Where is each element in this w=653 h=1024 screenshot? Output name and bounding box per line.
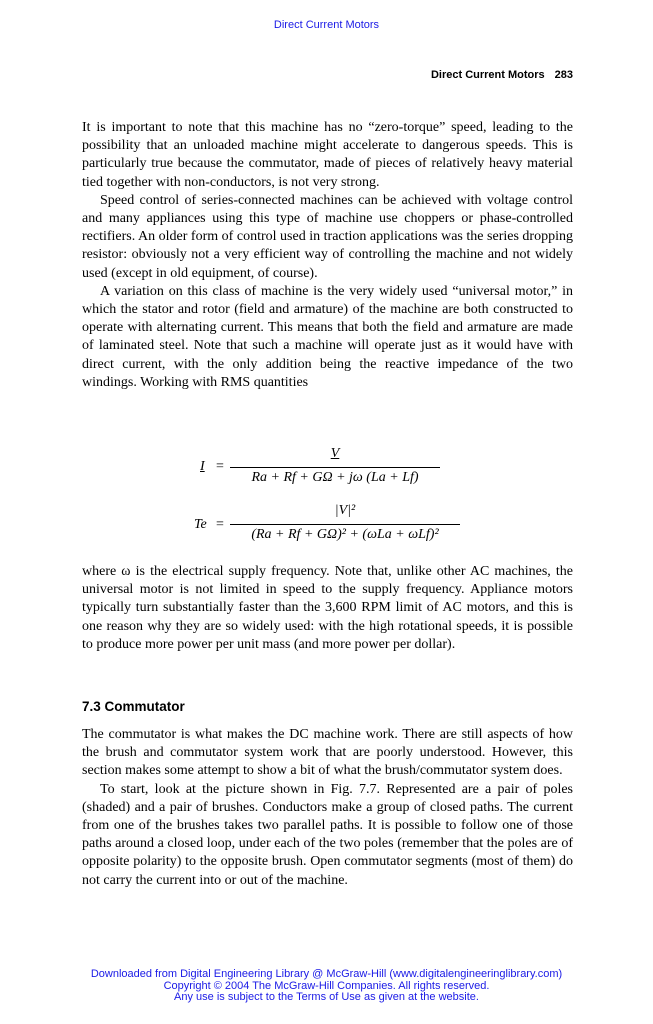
running-head — [431, 69, 573, 81]
equation-current — [200, 446, 460, 492]
body-text-commutator — [82, 726, 573, 890]
equation-numerator: V — [330, 446, 340, 461]
equation-numerator: |V|² — [334, 503, 356, 518]
body-text-top — [82, 119, 573, 392]
equation-denominator: Ra + Rf + GΩ + jω (La + Lf) — [251, 470, 419, 485]
equation-lhs: I — [200, 459, 205, 474]
equals-sign: = — [216, 459, 224, 474]
footer-download-link[interactable]: Downloaded from Digital Engineering Library @ McGraw-Hill (www.digitalengineeringlibrary.com) — [90, 968, 563, 980]
page-number: 283 — [554, 69, 573, 81]
paragraph: A variation on this class of machine is the very widely used “universal motor,” in which the stator and rotor (field and armature) of the machine are both constructed to operate with alternating current. This means that both the field and armature are made of laminated steel. Note that such a machine will operate just as it would have with direct current, with the only addition being the reactive impedance of the two windings. Working with RMS quantities — [82, 283, 573, 390]
footer — [0, 969, 653, 1004]
fraction-bar — [230, 467, 440, 468]
section-heading: 7.3 Commutator — [82, 699, 185, 714]
fraction-bar — [230, 524, 460, 525]
footer-terms-link[interactable]: Any use is subject to the Terms of Use as given at the website. — [174, 991, 479, 1003]
equals-sign: = — [216, 517, 224, 532]
paragraph: Speed control of series-connected machines can be achieved with voltage control and many appliances using this type of machine use choppers or phase-controlled rectifiers. An older form of control used in traction applications was the series dropping resistor: obviously not a very efficient way of controlling the machine and not widely used (except in old equipment, of course). — [82, 192, 573, 281]
equation-denominator: (Ra + Rf + GΩ)² + (ωLa + ωLf)² — [251, 527, 439, 542]
paragraph: where ω is the electrical supply frequency. Note that, unlike other AC machines, the universal motor is not limited in speed to the supply frequency. Appliance motors typically turn substantially faster than the 3,600 RPM limit of AC motors, and this is one reason why they are so widely used: with the high rotational speeds, it is possible to produce more power per unit mass (and more power per dollar). — [82, 564, 573, 652]
paragraph: The commutator is what makes the DC machine work. There are still aspects of how the brush and commutator system work that are poorly understood. However, this section makes some attempt to show a bit of what the brush/commutator system does. — [82, 727, 573, 779]
running-head-title: Direct Current Motors — [430, 69, 545, 81]
footer-copyright: Copyright © 2004 The McGraw-Hill Companies. All rights reserved. — [163, 979, 490, 992]
top-book-link[interactable]: Direct Current Motors — [273, 19, 380, 31]
paragraph: To start, look at the picture shown in Fig. 7.7. Represented are a pair of poles (shaded) and a pair of brushes. Conductors make a group of closed paths. The current from one of the brushes takes two parallel paths. It is possible to follow one of those paths around a closed loop, under each of the two poles (remember that the poles are of opposite polarity) to the opposite brush. Open commutator segments (most of them) do not carry the current into or out of the machine. — [82, 781, 573, 888]
paragraph: It is important to note that this machine has no “zero-torque” speed, leading to the possibility that an unloaded machine might accelerate to dangerous speeds. This is particularly true because the commutator, made of pieces of relatively heavy material tied together with non-conductors, is not very strong. — [82, 120, 573, 190]
equation-lhs: Te — [194, 517, 207, 532]
body-text-after-equations — [82, 563, 573, 654]
equation-torque — [194, 503, 474, 549]
